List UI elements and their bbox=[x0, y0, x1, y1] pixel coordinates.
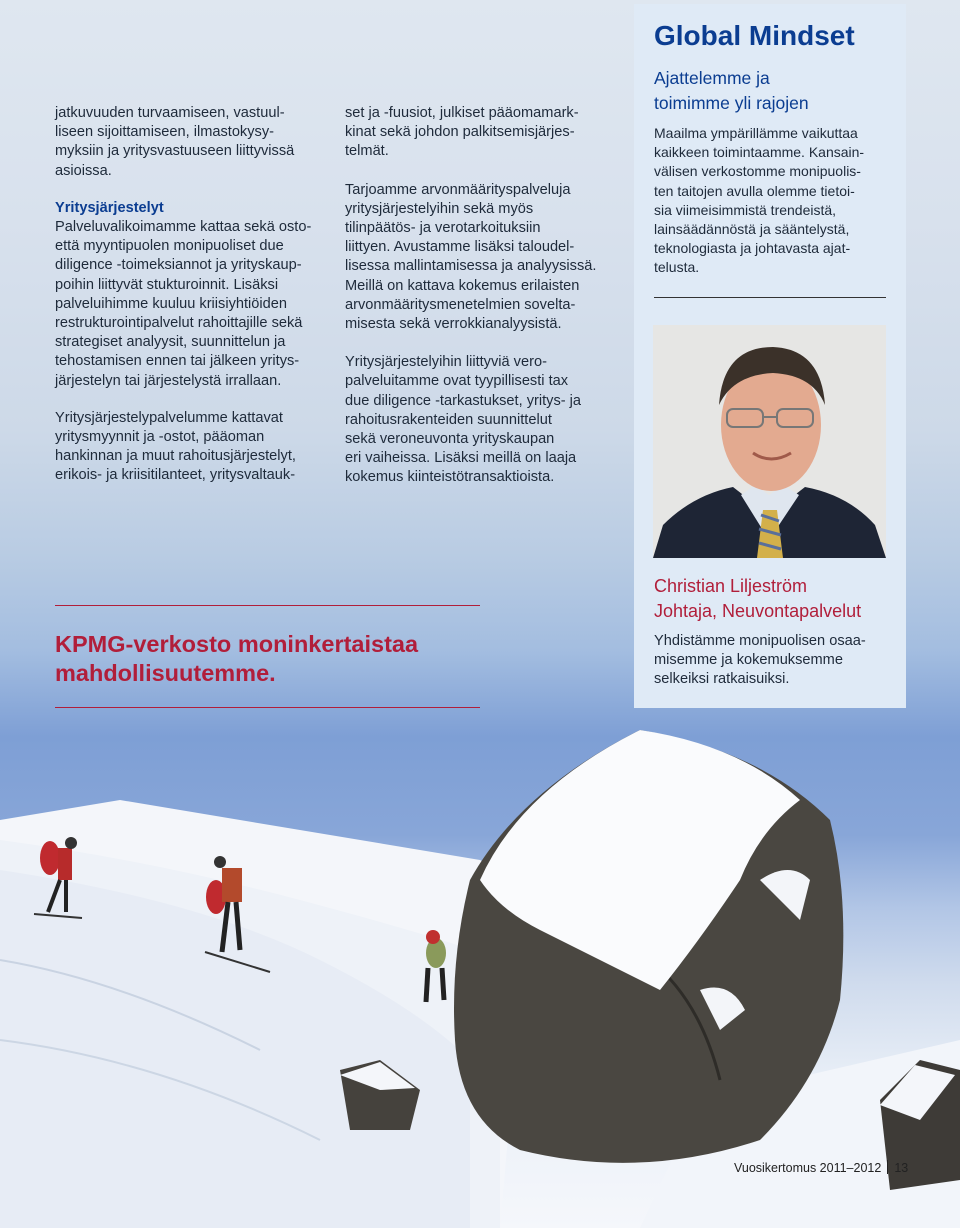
paragraph: Yritysjärjestelyihin liittyviä vero- palveluitamme ovat tyypillisesti tax due diligence -tarkastukset, yritys- ja rahoitusrakenteiden suunnittelut sekä veroneuvonta yrityskaupan eri vaiheissa. Lisäksi meillä on laaja kokemus kiinteistötransaktioista. bbox=[345, 354, 582, 486]
sidebar-subtitle: Ajattelemme ja toimimme yli rajojen bbox=[654, 68, 809, 113]
section-heading: Yritysjärjestelyt bbox=[55, 199, 164, 216]
text-column-right bbox=[345, 104, 615, 488]
person-quote: Yhdistämme monipuolisen osaa- misemme ja kokemuksemme selkeiksi ratkaisuiksi. bbox=[654, 633, 866, 688]
intro-paragraph: jatkuvuuden turvaamiseen, vastuul- liseen sijoittamiseen, ilmastokysy- myksiin ja yritysvastuuseen liittyvissä asioissa. bbox=[55, 105, 295, 179]
sidebar-body: Maailma ympärillämme vaikuttaa kaikkeen toimintaamme. Kansain- välisen verkostomme monipuolis- ten taitojen avulla olemme tietoi- sia viimeisimmistä trendeistä, lainsäädännöstä ja sääntelystä, teknologiasta ja johtavasta ajat- telusta. bbox=[654, 125, 865, 276]
text-column-left bbox=[55, 104, 325, 486]
paragraph: Yritysjärjestelypalvelumme kattavat yritysmyynnit ja -ostot, pääoman hankinnan ja muut rahoitusjärjestelyt, erikois- ja kriisitilanteet, yritysvaltauk- bbox=[55, 409, 296, 484]
paragraph: set ja -fuusiot, julkiset pääomamark- kinat sekä johdon palkitsemisjärjes- telmät. bbox=[345, 105, 579, 160]
footer-separator bbox=[887, 1160, 888, 1174]
paragraph: Palveluvalikoimamme kattaa sekä osto- että myyntipuolen monipuoliset due diligence -toimeksiannot ja yrityskaup- poihin liittyvät stukturoinnit. Lisäksi palveluihimme kuuluu kriisiyhtiöiden restrukturointipalvelut rahoittajille sekä strategiset analyysit, suunnittelun ja tehostamisen ennen tai jälkeen yritys- järjestelyn tai järjestelystä irrallaan. bbox=[55, 219, 312, 389]
paragraph: Tarjoamme arvonmäärityspalveluja yritysjärjestelyihin sekä myös tilinpäätös- ja verotarkoituksiin liittyen. Avustamme lisäksi taloudel- lisessa mallintamisessa ja analyysissä. Meillä on kattava kokemus erilaisten arvonmääritysmenetelmien soveltа- misesta sekä verrokkianalyysistä. bbox=[345, 181, 597, 333]
sidebar-divider bbox=[654, 297, 886, 298]
divider-bottom bbox=[55, 707, 480, 708]
page-footer bbox=[734, 1160, 908, 1175]
page-number: 13 bbox=[894, 1161, 909, 1175]
person-name: Christian Liljeström Johtaja, Neuvontapalvelut bbox=[654, 576, 862, 621]
divider-top bbox=[55, 605, 480, 606]
pull-quote: KPMG-verkosto moninkertaistaa mahdollisuutemme. bbox=[55, 631, 419, 686]
sidebar-title: Global Mindset bbox=[654, 20, 855, 51]
publication-name: Vuosikertomus 2011–2012 bbox=[734, 1161, 882, 1175]
sidebar-panel bbox=[634, 4, 906, 708]
portrait-photo bbox=[653, 325, 886, 558]
